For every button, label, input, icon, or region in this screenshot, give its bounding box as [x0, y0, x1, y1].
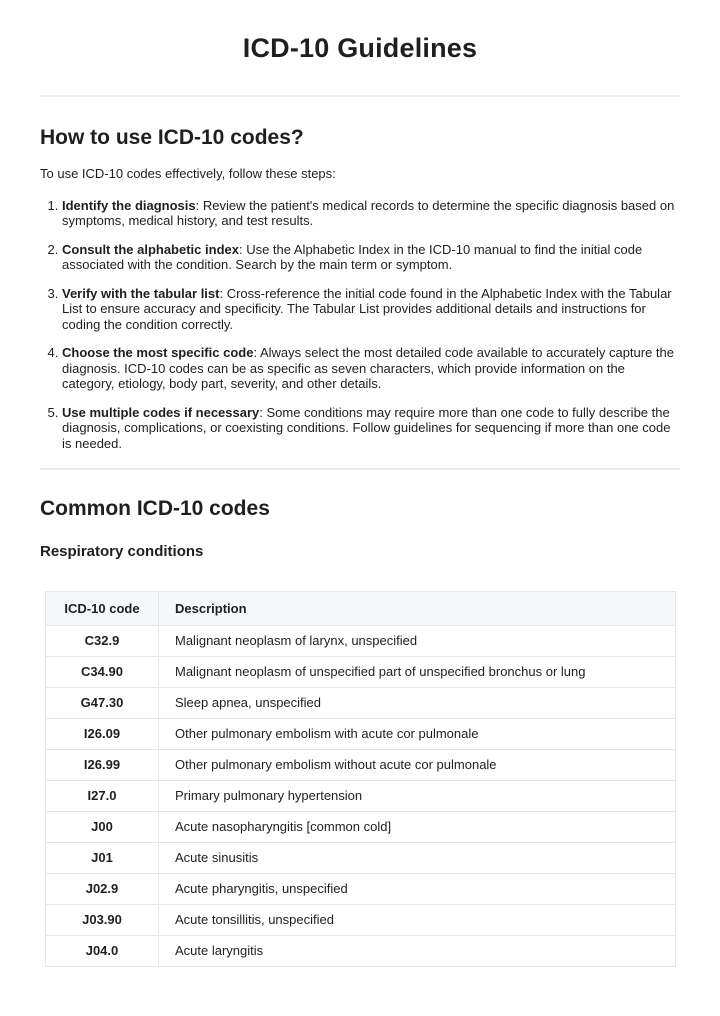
code-cell: J00	[46, 812, 159, 843]
table-row	[46, 781, 676, 812]
step-text: : Cross-reference the initial code found in the Alphabetic Index with the Tabular List to ensure accuracy and specificity. The Tabular List provides additional details and instructions for coding the condition correctly.	[62, 285, 672, 332]
code-cell: I26.99	[46, 750, 159, 781]
step-item-1	[62, 198, 680, 229]
table-row	[46, 874, 676, 905]
description-cell: Other pulmonary embolism with acute cor pulmonale	[159, 719, 676, 750]
code-cell: C34.90	[46, 657, 159, 688]
description-cell: Malignant neoplasm of larynx, unspecified	[159, 626, 676, 657]
code-cell: J03.90	[46, 905, 159, 936]
column-header-description: Description	[159, 592, 676, 626]
how-to-steps-list	[40, 198, 680, 452]
step-item-2	[62, 242, 680, 273]
horizontal-divider	[40, 468, 680, 470]
how-to-heading: How to use ICD-10 codes?	[40, 126, 304, 149]
table-row	[46, 905, 676, 936]
step-item-3	[62, 286, 680, 333]
code-cell: I27.0	[46, 781, 159, 812]
step-label: Use multiple codes if necessary	[62, 404, 260, 420]
horizontal-divider	[40, 95, 680, 97]
step-text: : Review the patient's medical records to determine the specific diagnosis based on symptoms, medical history, and test results.	[62, 197, 675, 228]
table-row	[46, 750, 676, 781]
description-cell: Acute nasopharyngitis [common cold]	[159, 812, 676, 843]
description-cell: Sleep apnea, unspecified	[159, 688, 676, 719]
table-row	[46, 688, 676, 719]
step-item-5	[62, 405, 680, 452]
how-to-section	[40, 127, 680, 451]
common-codes-section	[40, 498, 680, 967]
respiratory-conditions-subheading: Respiratory conditions	[40, 543, 204, 560]
code-cell: G47.30	[46, 688, 159, 719]
step-label: Choose the most specific code	[62, 345, 254, 360]
code-cell: J02.9	[46, 874, 159, 905]
description-cell: Acute tonsillitis, unspecified	[159, 905, 676, 936]
common-codes-heading: Common ICD-10 codes	[40, 497, 270, 520]
step-item-4	[62, 345, 680, 392]
table-header-row	[46, 592, 676, 626]
column-header-code: ICD-10 code	[46, 592, 159, 626]
step-label: Verify with the tabular list	[62, 285, 220, 301]
code-cell: I26.09	[46, 719, 159, 750]
description-cell: Acute sinusitis	[159, 843, 676, 874]
code-cell: J01	[46, 843, 159, 874]
step-text: : Some conditions may require more than one code to fully describe the diagnosis, complications, or coexisting conditions. Follow guidelines for sequencing if more than one code is needed.	[62, 404, 671, 451]
description-cell: Acute laryngitis	[159, 936, 676, 967]
description-cell: Acute pharyngitis, unspecified	[159, 874, 676, 905]
step-text: : Always select the most detailed code available to accurately capture the diagnosis. ICD-10 codes can be as specific as seven characters, which provide information on the category, etiology, body part, severity, and other details.	[62, 345, 675, 391]
step-label: Identify the diagnosis	[62, 197, 196, 213]
page-title: ICD-10 Guidelines	[242, 33, 478, 63]
table-row	[46, 719, 676, 750]
step-text: : Use the Alphabetic Index in the ICD-10 manual to find the initial code associated with the condition. Search by the main term or symptom.	[62, 241, 643, 272]
table-row	[46, 626, 676, 657]
description-cell: Malignant neoplasm of unspecified part of unspecified bronchus or lung	[159, 657, 676, 688]
table-row	[46, 936, 676, 967]
description-cell: Other pulmonary embolism without acute cor pulmonale	[159, 750, 676, 781]
how-to-intro: To use ICD-10 codes effectively, follow these steps:	[40, 166, 336, 181]
table-row	[46, 843, 676, 874]
description-cell: Primary pulmonary hypertension	[159, 781, 676, 812]
code-cell: C32.9	[46, 626, 159, 657]
code-cell: J04.0	[46, 936, 159, 967]
icd10-codes-table	[45, 591, 676, 967]
step-label: Consult the alphabetic index	[62, 241, 239, 257]
table-row	[46, 812, 676, 843]
table-row	[46, 657, 676, 688]
